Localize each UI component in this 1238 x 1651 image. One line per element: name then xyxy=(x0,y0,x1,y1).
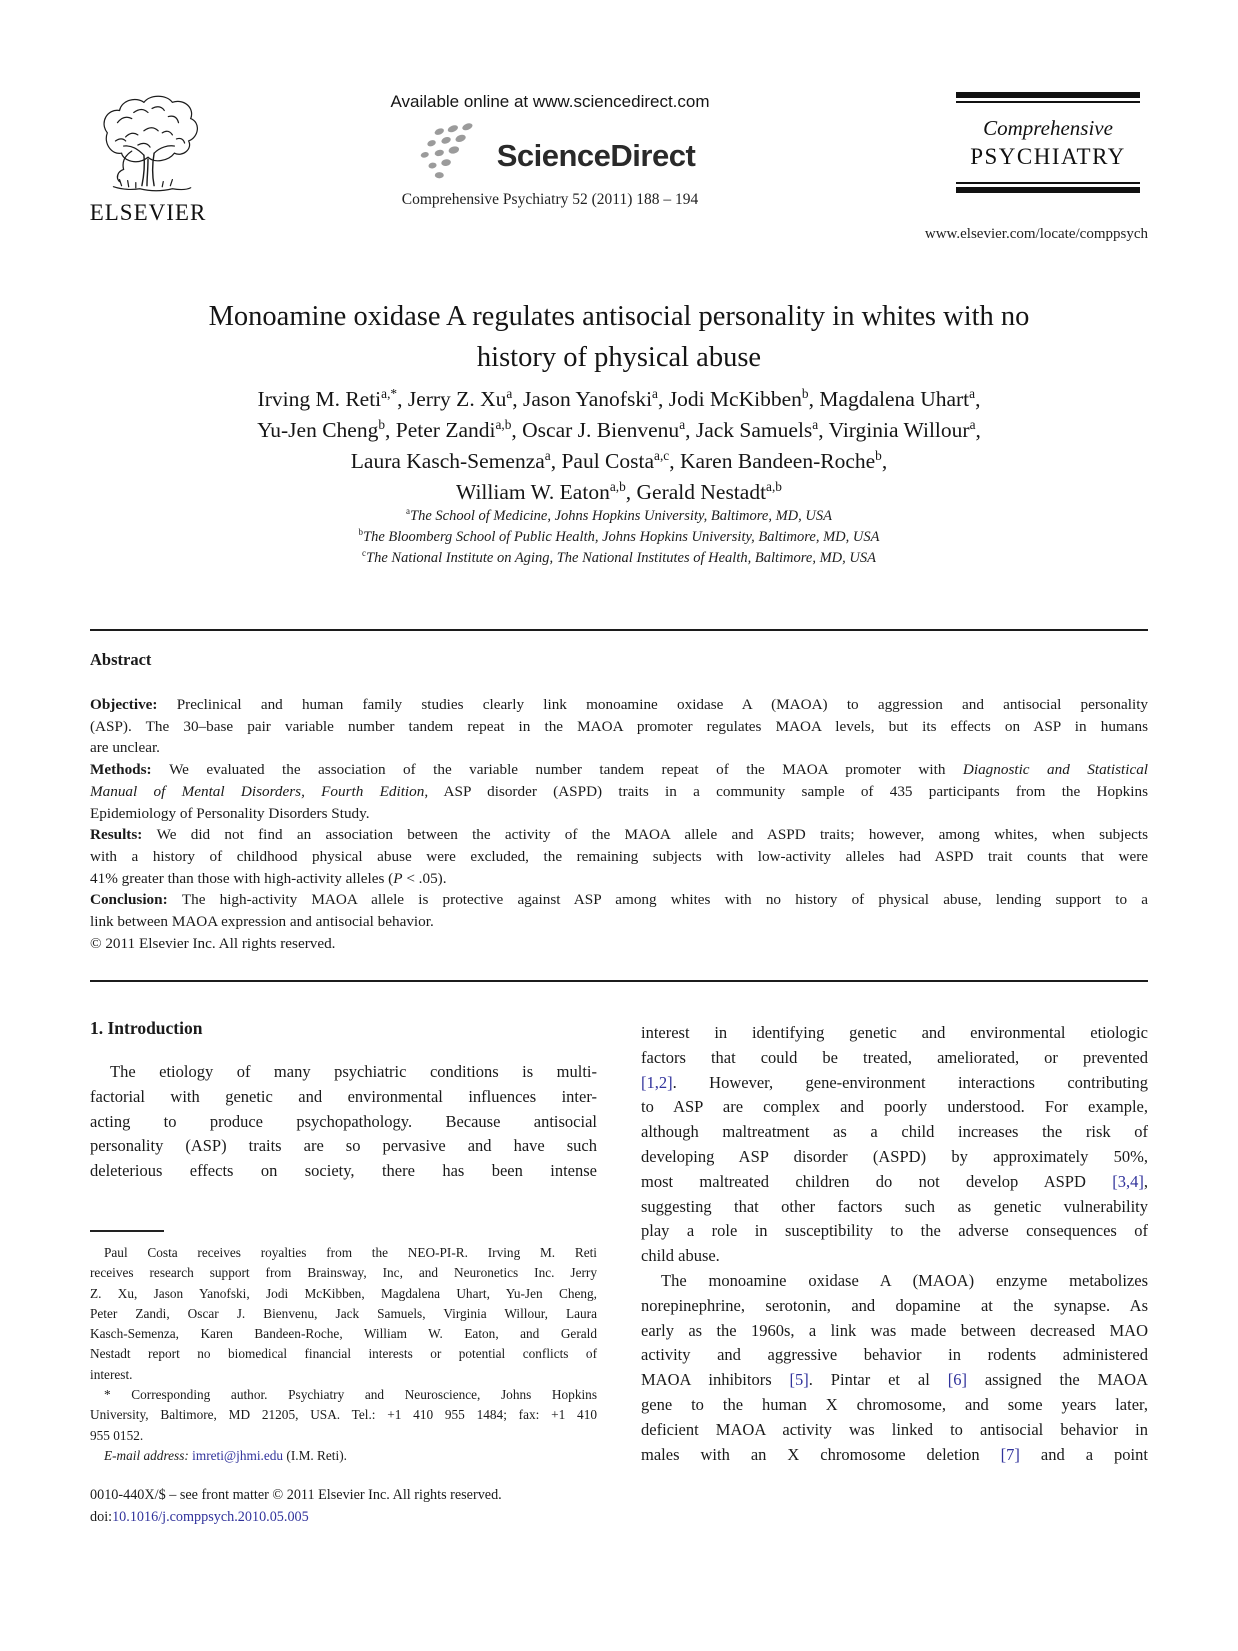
author-list xyxy=(90,384,1148,508)
text-run: Epidemiology of Personality Disorders Study. xyxy=(90,804,370,822)
text-line xyxy=(90,911,1148,933)
doi-link[interactable]: 10.1016/j.comppsych.2010.05.005 xyxy=(112,1509,309,1525)
text-run: Nestadt report no biomedical financial interests or potential conflicts of xyxy=(90,1346,597,1362)
text-line xyxy=(90,1085,597,1110)
text-run: The National Institute on Aging, The National Institutes of Health, Baltimore, MD, USA xyxy=(366,550,876,566)
text-run: University, Baltimore, MD 21205, USA. Tel.: +1 410 955 1484; fax: +1 410 xyxy=(90,1407,597,1423)
text-line xyxy=(641,1046,1148,1071)
text-run: a xyxy=(969,416,976,432)
text-line xyxy=(90,1344,597,1364)
text-run: E-mail address: xyxy=(104,1447,193,1463)
text-run: early as the 1960s, a link was made between decreased MAO xyxy=(641,1320,1148,1340)
text-run: P xyxy=(393,869,403,887)
sciencedirect-wordmark: ScienceDirect xyxy=(496,138,696,173)
journal-name-comprehensive: Comprehensive xyxy=(983,116,1113,140)
header-center xyxy=(330,92,770,209)
text-run: a xyxy=(969,385,976,401)
text-line xyxy=(641,1443,1148,1468)
text-line xyxy=(641,1244,1148,1269)
text-line xyxy=(641,1393,1148,1418)
text-run: assigned the MAOA xyxy=(966,1370,1149,1390)
text-run: are unclear. xyxy=(90,739,160,757)
text-line xyxy=(641,1319,1148,1344)
text-run: Objective: xyxy=(90,696,177,713)
text-run: Yu-Jen Cheng xyxy=(257,418,379,442)
text-line xyxy=(641,1343,1148,1368)
text-line xyxy=(90,1324,597,1344)
abstract-bottom-rule xyxy=(90,980,1148,982)
text-line xyxy=(90,1159,597,1184)
text-line xyxy=(90,868,1148,890)
text-run: The monoamine oxidase A (MAOA) enzyme metabolizes xyxy=(661,1270,1148,1290)
nameplate-rule-top-thick xyxy=(956,92,1140,98)
text-run: a,* xyxy=(381,385,398,401)
sciencedirect-logo xyxy=(330,118,770,182)
text-run: , xyxy=(975,418,981,442)
text-line xyxy=(90,506,1148,527)
text-run: acting to produce psychopathology. Because antisocial xyxy=(90,1111,597,1131)
text-run: a,c xyxy=(654,447,670,463)
left-column xyxy=(90,1018,597,1184)
text-line xyxy=(90,384,1148,415)
text-run: * Corresponding author. Psychiatry and Neuroscience, Johns Hopkins xyxy=(104,1387,597,1403)
text-line xyxy=(90,1284,597,1304)
text-run: Z. Xu, Jason Yanofski, Jodi McKibben, Magdalena Uhart, Yu-Jen Cheng, xyxy=(90,1285,597,1301)
text-run: Laura Kasch-Semenza xyxy=(350,449,545,473)
text-run: Peter Zandi, Oscar J. Bienvenu, Jack Samuels, Virginia Willour, Laura xyxy=(90,1305,597,1321)
text-run: < .05). xyxy=(402,869,447,887)
text-run: a xyxy=(679,416,686,432)
text-run: a xyxy=(544,447,551,463)
text-line xyxy=(90,1365,597,1385)
text-run: We did not find an association between the activity of the MAOA allele and ASPD traits; however, among whites, when subjects xyxy=(156,826,1149,844)
text-run: b xyxy=(875,447,882,463)
text-run: , Virginia Willour xyxy=(818,418,970,442)
text-run: Manual of Mental Disorders, Fourth Edition xyxy=(90,782,425,800)
text-run: , Jack Samuels xyxy=(685,418,813,442)
text-run: factors that could be treated, ameliorated, or prevented xyxy=(641,1047,1148,1067)
text-line xyxy=(90,1110,597,1135)
copyright-doi-block xyxy=(90,1484,597,1528)
elsevier-logo-label: ELSEVIER xyxy=(89,200,207,225)
text-line xyxy=(90,527,1148,548)
text-run: personality (ASP) traits are so pervasive and have such xyxy=(90,1136,597,1156)
text-line xyxy=(90,716,1148,738)
text-line xyxy=(641,1195,1148,1220)
text-run: a,b xyxy=(609,478,626,494)
text-run: , Oscar J. Bienvenu xyxy=(511,418,680,442)
text-run: , Gerald Nestadt xyxy=(625,480,767,504)
text-run: b xyxy=(801,385,809,401)
text-run: with a history of childhood physical abuse were excluded, the remaining subjects with low-activity alleles had ASPD trait counts that were xyxy=(90,847,1148,865)
text-run: Conclusion: xyxy=(90,891,182,909)
journal-citation: Comprehensive Psychiatry 52 (2011) 188 – 194 xyxy=(401,191,699,208)
text-line xyxy=(90,1243,597,1263)
text-run: b xyxy=(358,527,364,538)
footnote-rule xyxy=(90,1230,164,1232)
affiliation-list xyxy=(90,506,1148,569)
text-line xyxy=(90,1134,597,1159)
text-line xyxy=(641,1145,1148,1170)
text-run: activity and aggressive behavior in rodents administered xyxy=(641,1345,1148,1365)
text-run: child abuse. xyxy=(641,1246,720,1266)
inline-link[interactable]: [1,2] xyxy=(641,1072,673,1092)
text-run: suggesting that other factors such as genetic vulnerability xyxy=(641,1196,1148,1216)
text-line xyxy=(641,1170,1148,1195)
abstract-body xyxy=(90,694,1148,954)
text-run: Methods: xyxy=(90,761,170,779)
text-line xyxy=(641,1294,1148,1319)
text-run: Irving M. Reti xyxy=(257,387,382,411)
text-run: , xyxy=(975,387,981,411)
text-run: males with an X chromosome deletion xyxy=(641,1444,1001,1464)
elsevier-logo-block xyxy=(86,92,210,226)
text-run: , Jerry Z. Xu xyxy=(397,387,507,411)
text-line xyxy=(90,1060,597,1085)
text-run: a xyxy=(652,385,658,401)
text-line xyxy=(90,1304,597,1324)
text-run: , ASP disorder (ASPD) traits in a community sample of 435 participants from the Hopkins xyxy=(424,782,1149,800)
text-run: , Karen Bandeen-Roche xyxy=(669,449,876,473)
text-line xyxy=(641,1071,1148,1096)
text-run: norepinephrine, serotonin, and dopamine at the synapse. As xyxy=(641,1295,1148,1315)
text-run: The Bloomberg School of Public Health, Johns Hopkins University, Baltimore, MD, USA xyxy=(363,529,880,545)
text-line xyxy=(90,1385,597,1405)
text-line xyxy=(90,694,1148,716)
text-line xyxy=(641,1219,1148,1244)
text-run: , xyxy=(1143,1171,1148,1191)
text-run: b xyxy=(378,416,386,432)
text-run: , Magdalena Uhart xyxy=(808,387,970,411)
text-line xyxy=(641,1269,1148,1294)
journal-homepage-url: www.elsevier.com/locate/comppsych xyxy=(924,226,1148,242)
text-line xyxy=(90,824,1148,846)
introduction-heading: 1. Introduction xyxy=(90,1018,203,1038)
text-run: 41% greater than those with high-activity alleles ( xyxy=(90,869,394,887)
text-line xyxy=(641,1120,1148,1145)
sciencedirect-dots-icon xyxy=(405,120,493,182)
text-run: interest in identifying genetic and environmental etiologic xyxy=(641,1023,1148,1042)
text-run: a xyxy=(406,506,411,517)
nameplate-rule-bottom-thin xyxy=(956,182,1140,184)
text-run: a xyxy=(506,385,513,401)
text-run: , Paul Costa xyxy=(550,449,655,473)
text-run: although maltreatment as a child increases the risk of xyxy=(641,1122,1148,1142)
text-run: © 2011 Elsevier Inc. All rights reserved. xyxy=(90,934,336,952)
text-line xyxy=(641,1021,1148,1046)
text-run: 955 0152. xyxy=(90,1427,144,1443)
text-run: interest. xyxy=(90,1366,133,1382)
abstract-top-rule xyxy=(90,629,1148,631)
text-run: Preclinical and human family studies clearly link monoamine oxidase A (MAOA) to aggression and antisocial personality xyxy=(176,696,1149,713)
text-run: . Pintar et al xyxy=(808,1370,948,1390)
text-line xyxy=(90,415,1148,446)
text-run: We evaluated the association of the variable number tandem repeat of the MAOA promoter with xyxy=(169,761,963,779)
doi-line xyxy=(90,1506,597,1528)
text-run: play a role in susceptibility to the adverse consequences of xyxy=(641,1221,1148,1241)
text-line xyxy=(90,1426,597,1446)
issn-copyright-line: 0010-440X/$ – see front matter © 2011 Elsevier Inc. All rights reserved. xyxy=(90,1487,502,1503)
nameplate-rule-bottom-thick xyxy=(956,187,1140,193)
text-run: , Jason Yanofski xyxy=(512,387,653,411)
journal-nameplate xyxy=(956,92,1140,193)
text-line xyxy=(90,889,1148,911)
doi-label: doi: xyxy=(90,1509,113,1525)
text-run: Results: xyxy=(90,826,157,844)
text-run: . However, gene-environment interactions contributing xyxy=(672,1072,1148,1092)
text-run: gene to the human X chromosome, and some years later, xyxy=(641,1394,1148,1414)
text-run: c xyxy=(362,548,367,559)
text-run: , xyxy=(881,449,888,473)
introduction-paragraph xyxy=(90,1060,597,1184)
text-line xyxy=(641,1418,1148,1443)
article-title-line1: Monoamine oxidase A regulates antisocial personality in whites with no xyxy=(208,301,1030,332)
text-run: , Peter Zandi xyxy=(385,418,496,442)
text-run: , Jodi McKibben xyxy=(657,387,802,411)
article-title xyxy=(90,296,1148,378)
text-run: Kasch-Semenza, Karen Bandeen-Roche, William W. Eaton, and Gerald xyxy=(90,1326,597,1342)
journal-name-psychiatry: PSYCHIATRY xyxy=(970,144,1126,169)
text-line xyxy=(90,1405,597,1425)
text-run: MAOA inhibitors xyxy=(641,1370,790,1390)
text-line xyxy=(90,548,1148,569)
text-line xyxy=(641,1368,1148,1393)
text-line xyxy=(90,759,1148,781)
text-run: (ASP). The 30–base pair variable number tandem repeat in the MAOA promoter regulates MAOA levels, but its effects on ASP in humans xyxy=(90,717,1148,735)
text-run: to ASP are complex and poorly understood. For example, xyxy=(641,1097,1148,1117)
text-run: a,b xyxy=(766,478,782,494)
text-run: The etiology of many psychiatric conditions is multi- xyxy=(110,1062,597,1081)
text-run: The high-activity MAOA allele is protective against ASP among whites with no history of physical abuse, lending support to a xyxy=(181,891,1148,909)
inline-link[interactable]: [7] xyxy=(1000,1444,1020,1464)
text-run: deleterious effects on society, there has been intense xyxy=(90,1161,597,1181)
inline-link[interactable]: [6] xyxy=(947,1370,967,1390)
text-run: and a point xyxy=(1019,1444,1148,1464)
text-line xyxy=(90,846,1148,868)
text-line xyxy=(90,933,1148,955)
text-line xyxy=(90,803,1148,825)
abstract-heading: Abstract xyxy=(90,650,152,669)
elsevier-tree-icon xyxy=(87,92,209,194)
text-run: William W. Eaton xyxy=(456,480,610,504)
text-run: Paul Costa receives royalties from the NEO-PI-R. Irving M. Reti xyxy=(104,1245,597,1260)
text-line xyxy=(90,1263,597,1283)
text-run: developing ASP disorder (ASPD) by approximately 50%, xyxy=(641,1146,1148,1166)
right-column xyxy=(641,1021,1148,1467)
author-footnote xyxy=(90,1243,597,1466)
text-line xyxy=(90,737,1148,759)
text-line xyxy=(90,477,1148,508)
text-line xyxy=(90,1446,597,1466)
available-online-text: Available online at www.sciencedirect.com xyxy=(390,92,710,111)
text-run: link between MAOA expression and antisocial behavior. xyxy=(90,913,434,931)
text-run: (I.M. Reti). xyxy=(283,1447,347,1463)
text-run: receives research support from Brainsway, Inc, and Neuronetics Inc. Jerry xyxy=(90,1265,597,1281)
text-run: The School of Medicine, Johns Hopkins University, Baltimore, MD, USA xyxy=(410,508,832,524)
text-run: most maltreated children do not develop ASPD xyxy=(641,1171,1113,1191)
article-title-line2: history of physical abuse xyxy=(476,342,762,373)
text-run: factorial with genetic and environmental influences inter- xyxy=(90,1086,597,1106)
inline-link[interactable]: imreti@jhmi.edu xyxy=(192,1447,284,1463)
text-run: deficient MAOA activity was linked to antisocial behavior in xyxy=(641,1419,1148,1439)
inline-link[interactable]: [5] xyxy=(789,1370,809,1390)
inline-link[interactable]: [3,4] xyxy=(1112,1171,1144,1191)
text-run: Diagnostic and Statistical xyxy=(962,761,1149,779)
text-run: a xyxy=(812,416,819,432)
text-line xyxy=(90,446,1148,477)
text-line xyxy=(90,781,1148,803)
text-run: a,b xyxy=(495,416,512,432)
text-line xyxy=(641,1095,1148,1120)
